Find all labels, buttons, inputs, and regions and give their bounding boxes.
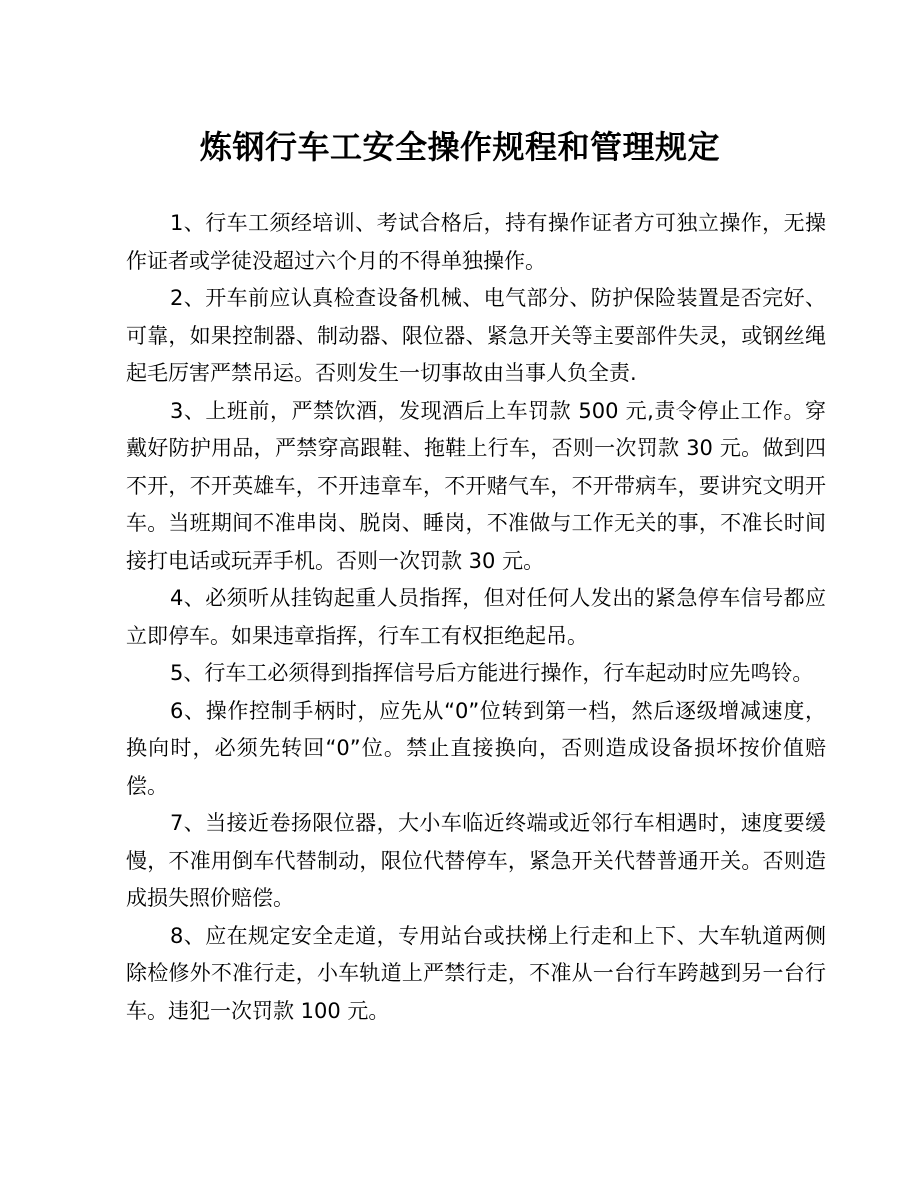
rule-paragraph-5: 5、行车工必须得到指挥信号后方能进行操作，行车起动时应先鸣铃。 xyxy=(170,661,814,685)
rule-paragraph-4: 4、必须听从挂钩起重人员指挥，但对任何人发出的紧急停车信号都应立即停车。如果违章指挥，行车工有权拒绝起吊。 xyxy=(126,586,826,648)
rule-paragraph-8: 8、应在规定安全走道，专用站台或扶梯上行走和上下、大车轨道两侧除检修外不准行走，小车轨道上严禁行走，不准从一台行车跨越到另一台行车。违犯一次罚款 100 元。 xyxy=(126,923,826,1023)
document-body xyxy=(126,205,826,1030)
rule-paragraph-6: 6、操作控制手柄时，应先从“0”位转到第一档，然后逐级增减速度，换向时，必须先转回“0”位。禁止直接换向，否则造成设备损坏按价值赔偿。 xyxy=(126,698,826,798)
rule-paragraph-2: 2、开车前应认真检查设备机械、电气部分、防护保险装置是否完好、可靠，如果控制器、制动器、限位器、紧急开关等主要部件失灵，或钢丝绳起毛厉害严禁吊运。否则发生一切事故由当事人负全责. xyxy=(126,286,826,385)
page-title: 炼钢行车工安全操作规程和管理规定 xyxy=(199,128,720,166)
rule-paragraph-1: 1、行车工须经培训、考试合格后，持有操作证者方可独立操作，无操作证者或学徒没超过六个月的不得单独操作。 xyxy=(126,211,826,273)
rule-paragraph-7: 7、当接近卷扬限位器，大小车临近终端或近邻行车相遇时，速度要缓慢，不准用倒车代替制动，限位代替停车，紧急开关代替普通开关。否则造成损失照价赔偿。 xyxy=(126,811,826,910)
rule-paragraph-3: 3、上班前，严禁饮酒，发现酒后上车罚款 500 元,责令停止工作。穿戴好防护用品，严禁穿高跟鞋、拖鞋上行车，否则一次罚款 30 元。做到四不开，不开英雄车，不开违章车，不开赌气车，不开带病车，要讲究文明开车。当班期间不准串岗、脱岗、睡岗，不准做与工作无关的事，不准长时间接打电话或玩弄手机。否则一次罚款 30 元。 xyxy=(126,398,826,573)
